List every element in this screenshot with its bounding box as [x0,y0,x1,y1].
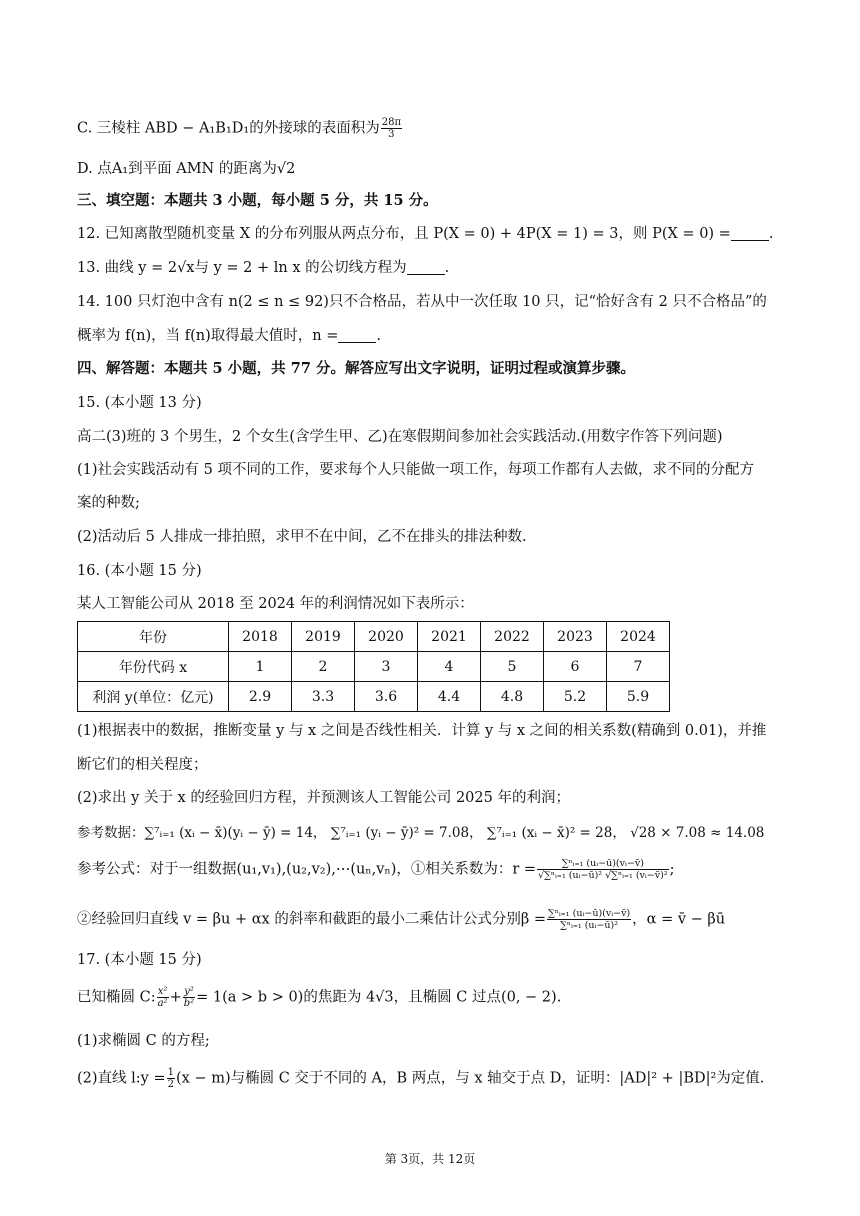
table-cell: 2019 [292,622,355,652]
profit-table [77,621,670,712]
table-cell: 5 [481,652,544,682]
question-12-text: 12. 已知离散型随机变量 X 的分布列服从两点分布，且 P(X = 0) + 4P(X = 1) = 3，则 P(X = 0) = [77,226,731,242]
table-cell: 5.2 [544,682,607,712]
correlation-fraction [537,858,669,881]
table-cell: 3.6 [355,682,418,712]
option-c-fraction [381,117,402,140]
reference-formula-suffix: ，α = v̄ − βū [632,911,726,928]
table-cell: 4.4 [418,682,481,712]
answer-blank [338,328,376,343]
question-14-line2: 概率为 f(n)，当 f(n)取得最大值时，n = . [77,328,381,344]
table-cell: 5.9 [607,682,670,712]
fraction-numerator: ∑ⁿᵢ₌₁ (uᵢ−ū)(vᵢ−v̄) [547,908,631,919]
table-cell: 2 [292,652,355,682]
table-cell: 3.3 [292,682,355,712]
reference-formula-text: ②经验回归直线 v = βu + αx 的斜率和截距的最小二乘估计公式分别β = [77,911,546,928]
table-cell: 2021 [418,622,481,652]
table-cell: 4.8 [481,682,544,712]
question-13-text: 13. 曲线 y = 2√x与 y = 2 + ln x 的公切线方程为 [77,260,407,276]
table-cell: 年份 [78,622,229,652]
option-c-text: C. 三棱柱 ABD − A₁B₁D₁的外接球的表面积为 [77,120,380,137]
section-4-heading: 四、解答题：本题共 5 小题，共 77 分。解答应写出文字说明，证明过程或演算步骤。 [77,360,635,377]
table-cell: 1 [229,652,292,682]
table-row [78,682,670,712]
ellipse-term-x: $\frac{\text{x²}}{\text{a²}}$ [157,986,168,1009]
question-13: 13. 曲线 y = 2√x与 y = 2 + ln x 的公切线方程为 . [77,260,450,276]
question-17-part1: (1)求椭圆 C 的方程; [77,1033,210,1049]
table-cell: 2018 [229,622,292,652]
reference-formula-r: 参考公式：对于一组数据(u₁,v₁),(u₂,v₂),⋯(uₙ,vₙ)，①相关系数为：r = $\frac{\text{∑ⁿᵢ₌₁ (uᵢ−ū)(vᵢ−v̄)}}{\text{√∑ⁿᵢ₌₁ (uᵢ−ū)² √∑ⁿᵢ₌₁ (vᵢ−v̄)²}}$ ; [77,858,675,881]
slope-fraction: $\frac{1}{2}$ [167,1067,174,1090]
question-15-heading: 15. (本小题 13 分) [77,395,202,411]
beta-fraction [547,908,631,931]
table-cell: 利润 y(单位：亿元) [78,682,229,712]
option-c [77,117,790,140]
table-cell: 2022 [481,622,544,652]
table-row [78,622,670,652]
table-cell: 年份代码 x [78,652,229,682]
reference-formula-beta [77,908,790,931]
table-cell: 2023 [544,622,607,652]
question-16-part1-line2: 断它们的相关程度； [77,757,208,773]
question-15-intro: 高二(3)班的 3 个男生，2 个女生(含学生甲、乙)在寒假期间参加社会实践活动.(用数字作答下列问题) [77,429,723,445]
table-cell: 2020 [355,622,418,652]
table-cell: 4 [418,652,481,682]
question-17-intro-suffix: = 1(a > b > 0)的焦距为 4√3，且椭圆 C 过点(0, − 2). [196,989,562,1006]
question-14-text: 概率为 f(n)，当 f(n)取得最大值时，n = [77,328,339,344]
question-17-intro-text: 已知椭圆 C: [77,989,156,1006]
table-cell: 2.9 [229,682,292,712]
question-17-heading: 17. (本小题 15 分) [77,952,202,968]
reference-data: 参考数据：∑⁷ᵢ₌₁ (xᵢ − x̄)(yᵢ − ȳ) = 14， ∑⁷ᵢ₌₁ (yᵢ − ȳ)² = 7.08， ∑⁷ᵢ₌₁ (xᵢ − x̄)² = 28， √28 × 7.08 ≈ 14.08 [77,825,765,841]
question-16-part2: (2)求出 y 关于 x 的经验回归方程，并预测该人工智能公司 2025 年的利润； [77,790,570,806]
table-cell: 7 [607,652,670,682]
fraction-numerator: ∑ⁿᵢ₌₁ (uᵢ−ū)(vᵢ−v̄) [537,858,669,870]
fraction-denominator: √∑ⁿᵢ₌₁ (uᵢ−ū)² √∑ⁿᵢ₌₁ (vᵢ−v̄)² [538,870,668,881]
question-15-part1-line1: (1)社会实践活动有 5 项不同的工作，要求每个人只能做一项工作，每项工作都有人去做，求不同的分配方 [77,462,754,478]
reference-formula-text: 参考公式：对于一组数据(u₁,v₁),(u₂,v₂),⋯(uₙ,vₙ)，①相关系数为：r = [77,861,537,878]
table-row [78,652,670,682]
option-d: D. 点A₁到平面 AMN 的距离为√2 [77,161,296,177]
question-16-part1-line1: (1)根据表中的数据，推断变量 y 与 x 之间是否线性相关．计算 y 与 x 之间的相关系数(精确到 0.01)，并推 [77,723,767,739]
question-15-part2: (2)活动后 5 人排成一排拍照，求甲不在中间，乙不在排头的排法种数. [77,529,527,545]
question-14-line1: 14. 100 只灯泡中含有 n(2 ≤ n ≤ 92)只不合格品，若从中一次任取 10 只，记“恰好含有 2 只不合格品”的 [77,294,767,310]
fraction-numerator: 28π [381,117,402,128]
question-15-part1-line2: 案的种数; [77,495,140,511]
question-17-part2-text: (2)直线 l:y = [77,1070,166,1087]
question-16-intro: 某人工智能公司从 2018 至 2024 年的利润情况如下表所示： [77,596,474,612]
fraction-denominator: ∑ⁿᵢ₌₁ (uᵢ−ū)² [560,920,619,931]
page-footer: 第 3页，共 12页 [384,1152,476,1166]
question-12: 12. 已知离散型随机变量 X 的分布列服从两点分布，且 P(X = 0) + 4P(X = 1) = 3，则 P(X = 0) = . [77,226,774,242]
question-16-heading: 16. (本小题 15 分) [77,563,202,579]
question-17-part2-suffix: (x − m)与椭圆 C 交于不同的 A，B 两点，与 x 轴交于点 D，证明：|AD|² + |BD|²为定值. [176,1070,765,1087]
fraction-denominator: 3 [388,129,395,140]
answer-blank [407,260,445,275]
table-cell: 3 [355,652,418,682]
ellipse-term-y: $\frac{\text{y²}}{\text{b²}}$ [183,986,195,1009]
table-cell: 2024 [607,622,670,652]
question-17-part2 [77,1067,790,1090]
answer-blank [731,226,769,241]
table-cell: 6 [544,652,607,682]
question-17-intro: 已知椭圆 C: $\frac{\text{x²}}{\text{a²}}$ + $\frac{\text{y²}}{\text{b²}}$ = 1(a > b > 0)的焦距为 4√3，且椭圆 C 过点(0, − 2). [77,986,562,1009]
section-3-heading: 三、填空题：本题共 3 小题，每小题 5 分，共 15 分。 [77,192,438,209]
